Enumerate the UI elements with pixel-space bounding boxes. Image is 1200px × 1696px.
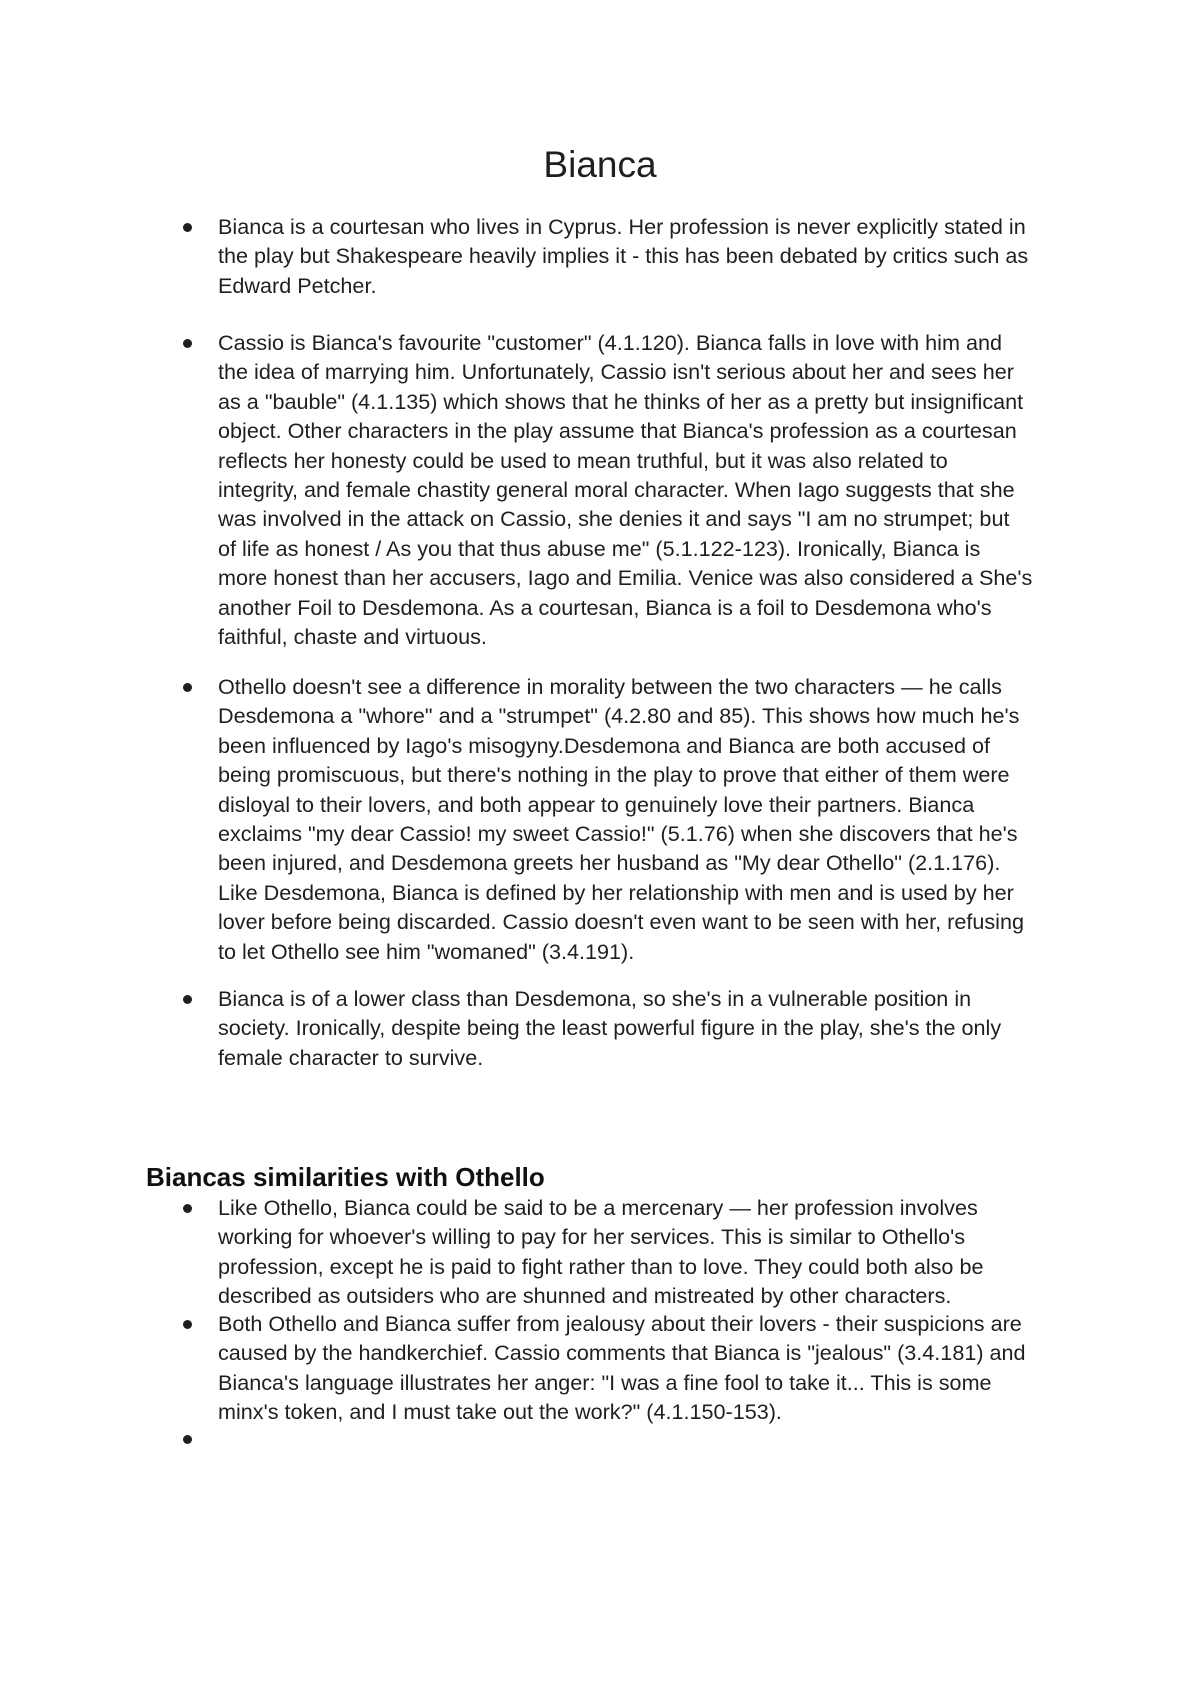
bullet-dot (183, 223, 192, 232)
text-line: society. Ironically, despite being the least powerful figure in the play, she's the only (218, 1015, 1002, 1041)
text-line: another Foil to Desdemona. As a courtesan, Bianca is a foil to Desdemona who's (218, 594, 992, 620)
text-line: minx's token, and I must take out the work?" (4.1.150-153). (218, 1399, 782, 1425)
section-heading: Biancas similarities with Othello (146, 1162, 545, 1192)
text-line: faithful, chaste and virtuous. (218, 623, 487, 649)
text-line: integrity, and female chastity general moral character. When Iago suggests that she (218, 476, 1015, 502)
text-line: Both Othello and Bianca suffer from jealousy about their lovers - their suspicions are (218, 1311, 1022, 1336)
text-line: of life as honest / As you that thus abuse me" (5.1.122-123). Ironically, Bianca is (218, 535, 981, 561)
text-line: described as outsiders who are shunned and mistreated by other characters. (218, 1283, 952, 1309)
text-line: disloyal to their lovers, and both appear to genuinely love their partners. Bianca (218, 791, 975, 817)
bullet-paragraph (218, 672, 1068, 966)
text-line: the idea of marrying him. Unfortunately, Cassio isn't serious about her and sees her (218, 359, 1014, 385)
text-line: profession, except he is paid to fight rather than to love. They could both also be (218, 1253, 984, 1279)
text-line: was involved in the attack on Cassio, she denies it and says "I am no strumpet; but (218, 506, 1010, 532)
text-line: object. Other characters in the play assume that Bianca's profession as a courtesan (218, 418, 1017, 444)
text-line: Edward Petcher. (218, 272, 377, 298)
text-line: working for whoever's willing to pay for her services. This is similar to Othello's (218, 1224, 966, 1250)
bullet-paragraph (218, 984, 1068, 1072)
bullet-paragraph (218, 212, 1068, 300)
bullet-paragraph (218, 1193, 1068, 1311)
bullet-dot (183, 995, 192, 1004)
text-line: Bianca is a courtesan who lives in Cyprus. Her profession is never explicitly stated in (218, 214, 1026, 239)
bullet-dot (183, 339, 192, 348)
text-line: more honest than her accusers, Iago and Emilia. Venice was also considered a She's (218, 565, 1033, 591)
text-line: Othello doesn't see a difference in morality between the two characters — he calls (218, 674, 1002, 699)
text-line: been injured, and Desdemona greets her husband as "My dear Othello" (2.1.176). (218, 850, 1001, 876)
text-line: exclaims "my dear Cassio! my sweet Cassio!" (5.1.76) when she discovers that he's (218, 820, 1018, 846)
text-line: as a "bauble" (4.1.135) which shows that he thinks of her as a pretty but insignificant (218, 388, 1024, 414)
text-line: Like Othello, Bianca could be said to be a mercenary — her profession involves (218, 1195, 978, 1220)
text-line: Bianca's language illustrates her anger: "I was a fine fool to take it... This is some (218, 1369, 992, 1395)
bullet-dot (183, 1204, 192, 1213)
bullet-paragraph (218, 1309, 1068, 1427)
bullet-paragraph (218, 328, 1068, 651)
bullet-dot (183, 683, 192, 692)
text-line: the play but Shakespeare heavily implies it - this has been debated by critics such as (218, 243, 1029, 269)
text-line: caused by the handkerchief. Cassio comments that Bianca is "jealous" (3.4.181) and (218, 1340, 1026, 1366)
text-line: to let Othello see him "womaned" (3.4.191). (218, 938, 635, 964)
text-line: been influenced by Iago's misogyny.Desdemona and Bianca are both accused of (218, 732, 990, 758)
text-line: lover before being discarded. Cassio doesn't even want to be seen with her, refusing (218, 909, 1024, 935)
bullet-dot (183, 1435, 192, 1444)
page-title: Bianca (543, 144, 657, 185)
text-line: Like Desdemona, Bianca is defined by her relationship with men and is used by her (218, 879, 1014, 905)
text-line: Bianca is of a lower class than Desdemona, so she's in a vulnerable position in (218, 986, 972, 1011)
text-line: female character to survive. (218, 1044, 484, 1070)
text-line: Cassio is Bianca's favourite "customer" (4.1.120). Bianca falls in love with him and (218, 330, 1002, 355)
text-line: Desdemona a "whore" and a "strumpet" (4.2.80 and 85). This shows how much he's (218, 703, 1020, 729)
text-line: reflects her honesty could be used to mean truthful, but it was also related to (218, 447, 948, 473)
bullet-dot (183, 1320, 192, 1329)
text-line: being promiscuous, but there's nothing in the play to prove that either of them were (218, 762, 1010, 788)
